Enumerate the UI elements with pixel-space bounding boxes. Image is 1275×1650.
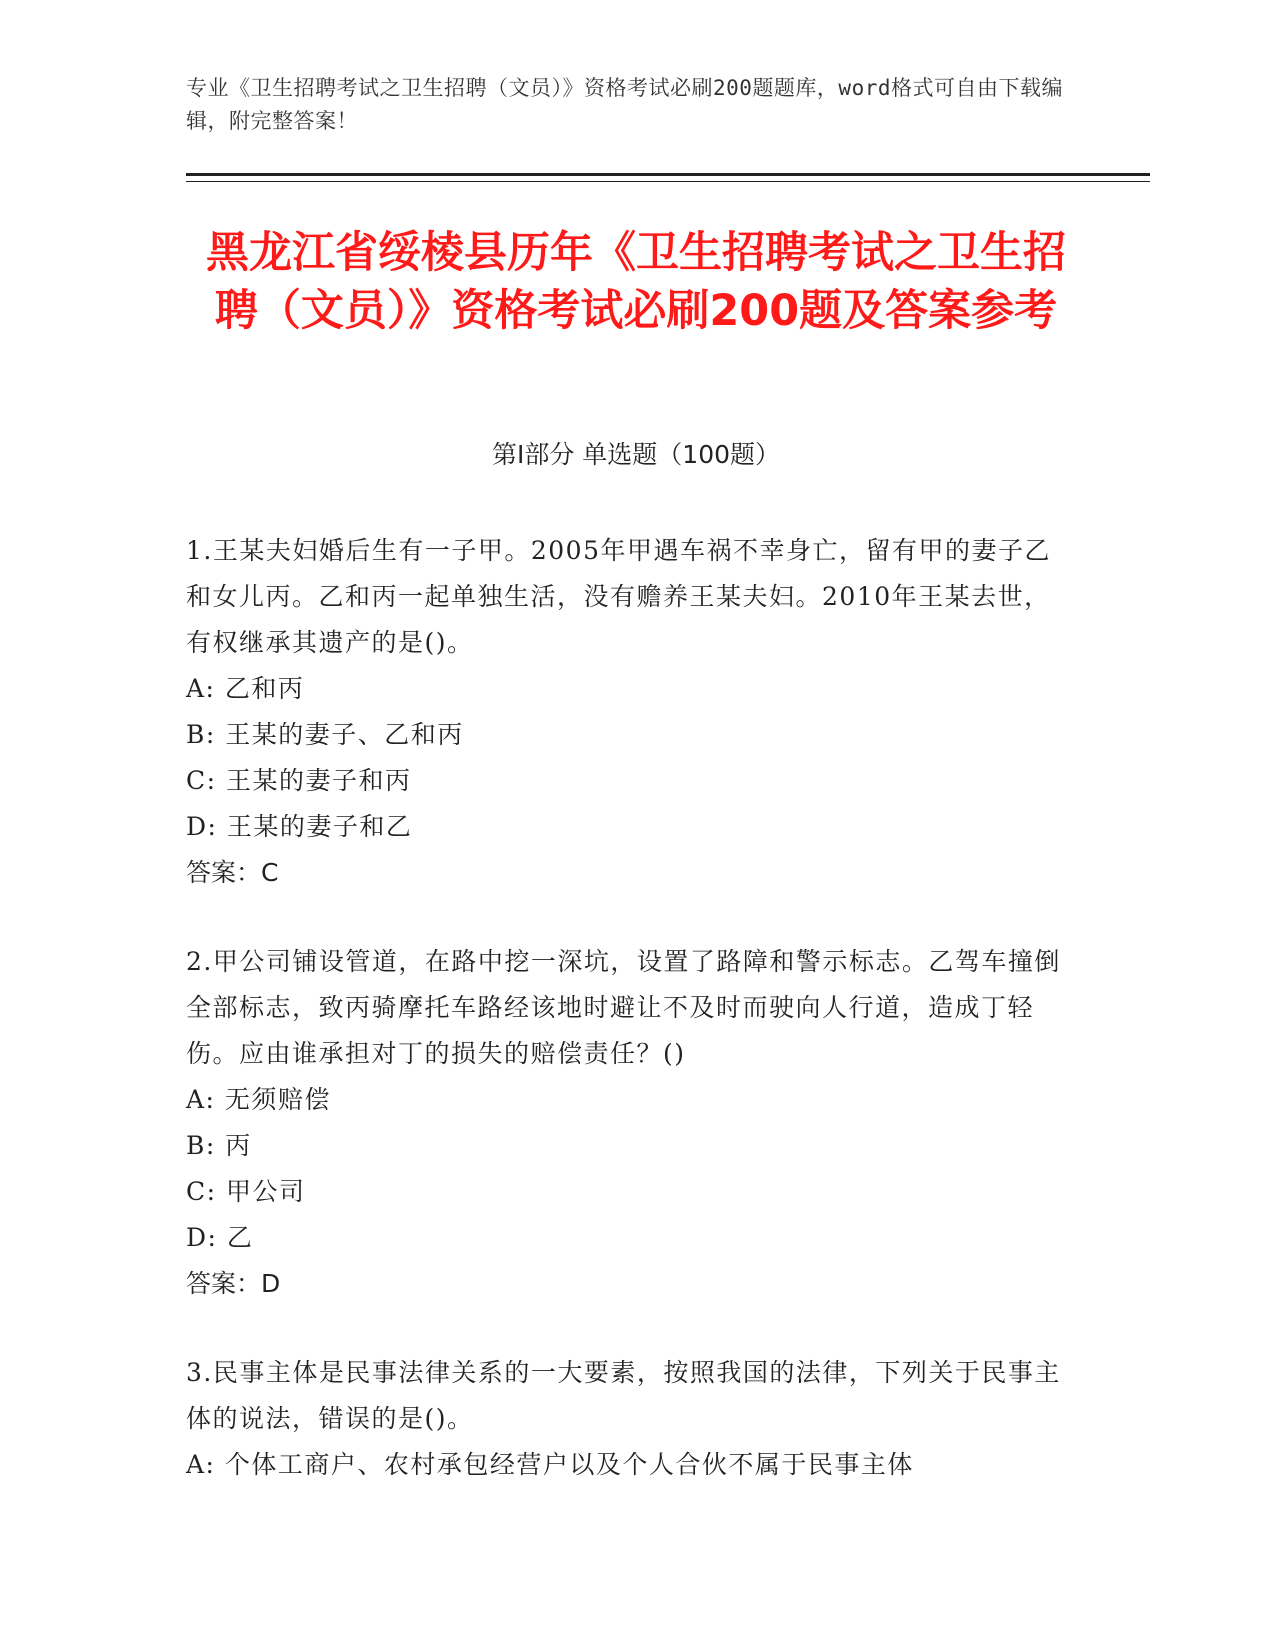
header-divider-thin (186, 181, 1150, 182)
question-1 (186, 528, 1066, 896)
option-a: A: 无须赔偿 (186, 1085, 331, 1114)
option-a: A: 个体工商户、农村承包经营户以及个人合伙不属于民事主体 (186, 1450, 914, 1479)
option-c: C: 甲公司 (186, 1177, 306, 1206)
option-c: C: 王某的妻子和丙 (186, 766, 412, 795)
answer-line: 答案：C (186, 858, 279, 887)
question-list (186, 528, 1066, 1531)
question-stem: 3.民事主体是民事法律关系的一大要素，按照我国的法律，下列关于民事主体的说法，错误的是()。 (186, 1358, 1061, 1433)
question-3 (186, 1350, 1066, 1488)
question-2 (186, 939, 1066, 1307)
option-b: B: 王某的妻子、乙和丙 (186, 720, 464, 749)
question-stem: 2.甲公司铺设管道，在路中挖一深坑，设置了路障和警示标志。乙驾车撞倒全部标志，致丙骑摩托车路经该地时避让不及时而驶向人行道，造成丁轻伤。应由谁承担对丁的损失的赔偿责任？() (186, 947, 1061, 1068)
option-d: D: 王某的妻子和乙 (186, 812, 413, 841)
section-title: 第Ⅰ部分 单选题（100题） (491, 440, 781, 469)
option-d: D: 乙 (186, 1223, 254, 1252)
answer-line: 答案：D (186, 1269, 281, 1298)
header-note: 专业《卫生招聘考试之卫生招聘（文员）》资格考试必刷200题题库，word格式可自由下载编辑，附完整答案！ (186, 76, 1063, 133)
option-a: A: 乙和丙 (186, 674, 305, 703)
document-title: 黑龙江省绥棱县历年《卫生招聘考试之卫生招聘（文员）》资格考试必刷200题及答案参考 (206, 228, 1066, 336)
header-divider-thick (186, 173, 1150, 176)
option-b: B: 丙 (186, 1131, 252, 1160)
question-stem: 1.王某夫妇婚后生有一子甲。2005年甲遇车祸不幸身亡，留有甲的妻子乙和女儿丙。乙和丙一起单独生活，没有赡养王某夫妇。2010年王某去世，有权继承其遗产的是()。 (186, 536, 1051, 657)
